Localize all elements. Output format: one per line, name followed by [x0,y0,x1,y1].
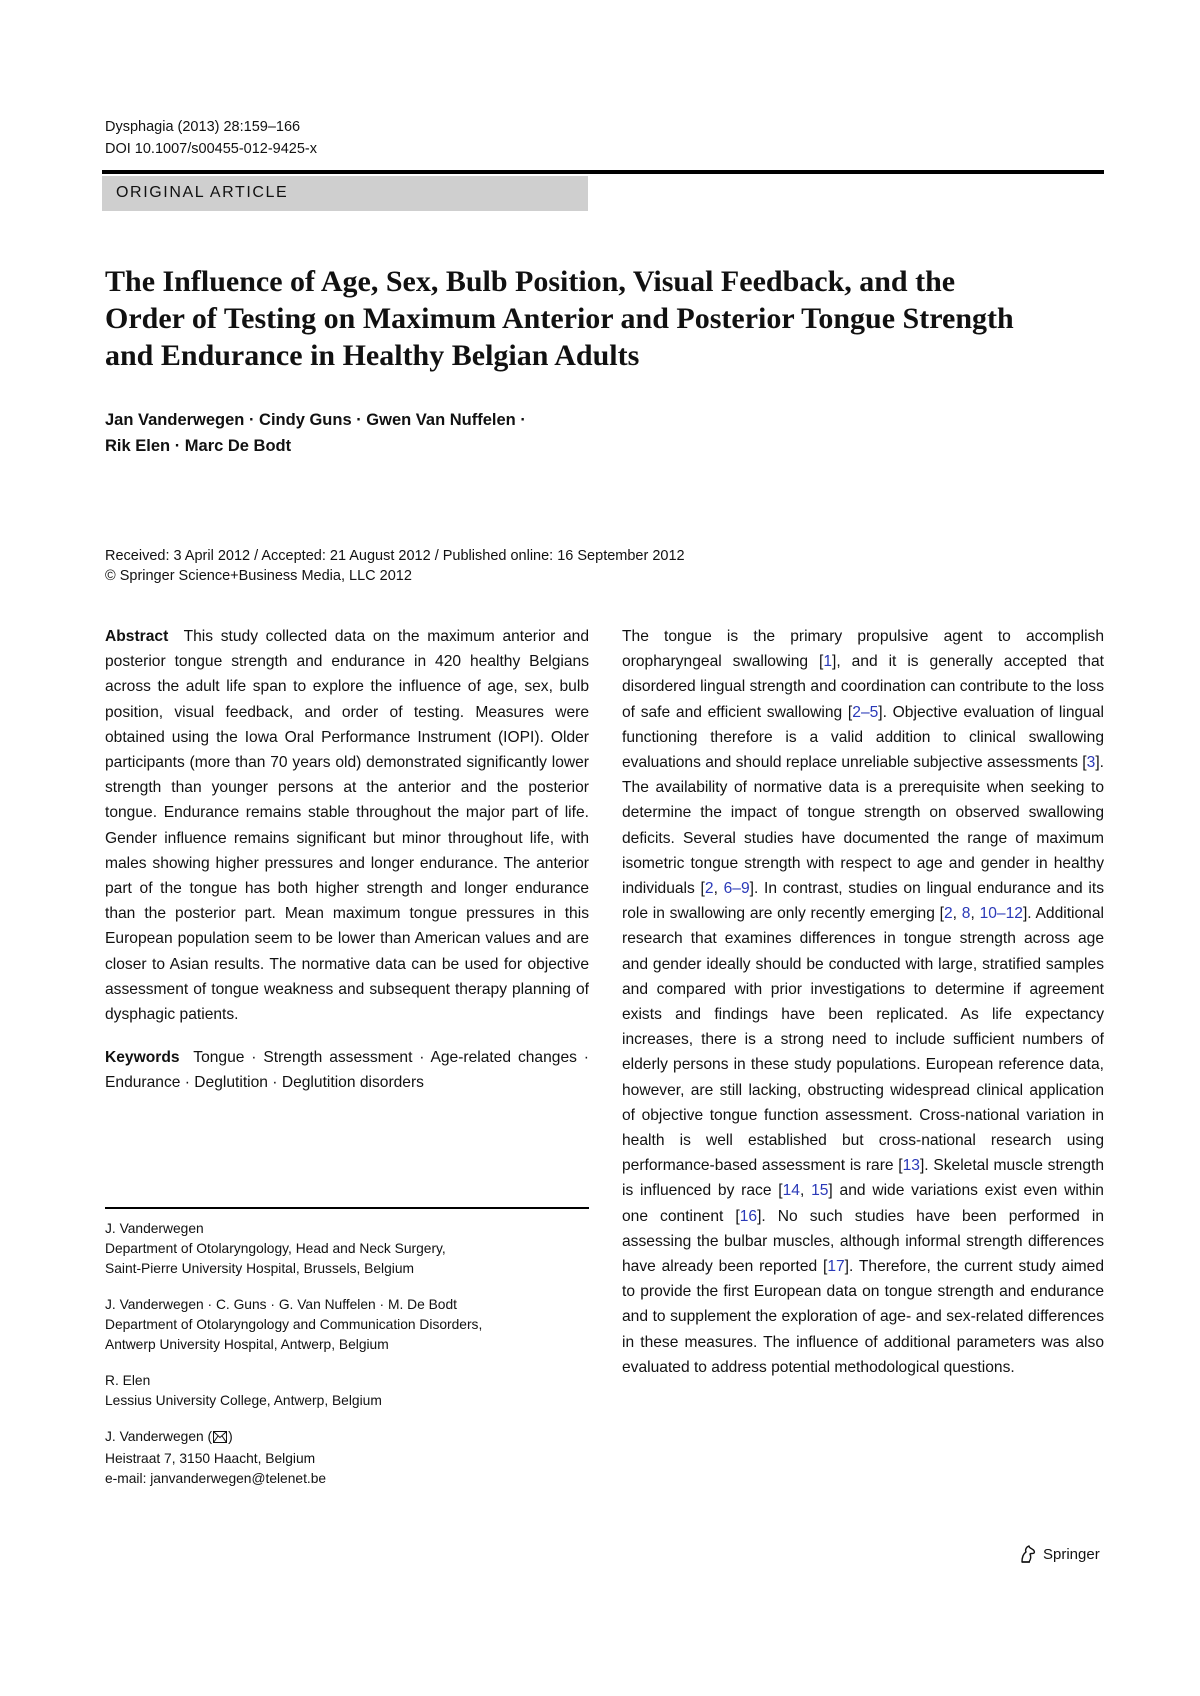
left-column [105,624,589,1096]
text-run: The tongue is the primary propulsive agent to accomplish oropharyngeal swallowing [ [622,628,1104,671]
citation-link[interactable]: 3 [1086,754,1096,772]
keywords-heading: Keywords [105,1049,180,1067]
text-run: ]. No such studies have been performed in assessing the bulbar muscles, although informal strength differences have already been reported [ [622,1207,1104,1276]
affiliation-name: R. Elen [105,1373,151,1388]
journal-info [105,116,317,160]
authors-line-1: Jan Vanderwegen · Cindy Guns · Gwen Van Nuffelen · [105,411,526,429]
corresponding-author-block [105,1427,589,1489]
keywords-text: Tongue · Strength assessment · Age-related changes · Endurance · Deglutition · Deglutition disorders [105,1049,589,1092]
citation-link[interactable]: 15 [811,1182,829,1200]
citation-link[interactable]: 6–9 [723,880,750,898]
text-run: , [970,905,980,923]
affiliation-line: Department of Otolaryngology, Head and Neck Surgery, [105,1241,446,1256]
abstract-text: This study collected data on the maximum anterior and posterior tongue strength and endurance in 420 healthy Belgians across the adult life span to explore the influence of age, sex, bulb position, visual feedback, and order of testing. Measures were obtained using the Iowa Oral Performance Instrument (IOPI). Older participants (more than 70 years old) demonstrated significantly lower strength than younger persons at the anterior and the posterior tongue. Endurance remains stable throughout the major part of life. Gender influence remains significant but minor throughout life, with males showing higher pressures and longer endurance. The anterior part of the tongue has both higher strength and longer endurance than the posterior part. Mean maximum tongue pressures in this European population seem to be lower than American values and are closer to Asian results. The normative data can be used for objective assessment of tongue weakness and subsequent therapy planning of dysphagic patients. [105,628,589,1024]
citation-link[interactable]: 13 [902,1157,920,1175]
citation-link[interactable]: 1 [823,653,833,671]
citation-link[interactable]: 14 [782,1182,800,1200]
right-column [622,624,1104,1380]
affiliation-name [105,1427,589,1449]
citation-link[interactable]: 2 [704,880,714,898]
text-run: ]. The availability of normative data is a prerequisite when seeking to determine the impact of tongue strength on observed swallowing deficits. Several studies have documented the range of maximum isometric tongue strength with respect to age and gender in healthy individuals [ [622,754,1104,898]
publisher-name: Springer [1043,1545,1100,1563]
affiliation-name: J. Vanderwegen · C. Guns · G. Van Nuffelen · M. De Bodt [105,1297,457,1312]
affiliation-line: Saint-Pierre University Hospital, Brussels, Belgium [105,1261,415,1276]
corresponding-name: J. Vanderwegen ( [105,1429,213,1444]
springer-horse-icon [1018,1544,1038,1564]
citation-link[interactable]: 17 [827,1258,845,1276]
text-run: ] and wide variations exist even within one continent [ [622,1182,1104,1225]
citation-link[interactable]: 2 [943,905,953,923]
affiliation-rule [105,1207,589,1209]
citation-link[interactable]: 10–12 [979,905,1023,923]
affiliation-line: Heistraat 7, 3150 Haacht, Belgium [105,1451,316,1466]
publisher-logo [1018,1544,1100,1564]
article-type: ORIGINAL ARTICLE [116,184,289,201]
text-run: , [952,905,962,923]
text-run: ]. In contrast, studies on lingual endurance and its role in swallowing are only recently emerging [ [622,880,1105,923]
header-rule [102,170,1104,174]
author-list [105,407,526,459]
affiliation-block [105,1219,589,1279]
affiliation-name: J. Vanderwegen [105,1221,204,1236]
publication-dates [105,546,685,586]
text-run: ]. Therefore, the current study aimed to provide the first European data on tongue strength and endurance and to supplement the exploration of age- and sex-related differences in these measures. The influence of additional parameters was also evaluated to address potential methodological questions. [622,1258,1104,1376]
introduction-paragraph [622,624,1104,1380]
dates-line: Received: 3 April 2012 / Accepted: 21 August 2012 / Published online: 16 September 2012 [105,548,685,564]
affiliation-line: Antwerp University Hospital, Antwerp, Belgium [105,1337,389,1352]
text-run: ]. Skeletal muscle strength is influenced by race [ [622,1157,1104,1200]
email-line[interactable]: e-mail: janvanderwegen@telenet.be [105,1471,327,1486]
text-run: ]. Objective evaluation of lingual functioning therefore is a valid addition to clinical swallowing evaluations and should replace unreliable subjective assessments [ [622,703,1104,772]
citation-link[interactable]: 16 [739,1207,758,1225]
keywords [105,1045,589,1095]
citation-link[interactable]: 8 [961,905,971,923]
abstract-heading: Abstract [105,628,169,645]
citation-link[interactable]: 2–5 [852,703,879,721]
text-run: ]. Additional research that examines differences in tongue strength across age and gender ideally should be conducted with large, stratified samples and compared with prior investigations to determine if agreement exists and findings have been replicated. As life expectancy increases, there is a strong need to include sufficient numbers of elderly persons in these study populations. European reference data, however, are still lacking, obstructing widespread clinical application of objective tongue function assessment. Cross-national variation in health is well established but cross-national research using performance-based assessment is rare [ [622,905,1104,1175]
article-type-banner [102,176,588,211]
doi: DOI 10.1007/s00455-012-9425-x [105,141,318,157]
copyright-line: © Springer Science+Business Media, LLC 2012 [105,568,412,584]
affiliation-block [105,1295,589,1355]
affiliation-line: Lessius University College, Antwerp, Belgium [105,1393,382,1408]
text-run: ], and it is generally accepted that disordered lingual strength and coordination can contribute to the loss of safe and efficient swallowing [ [622,653,1104,721]
corresponding-name-suffix: ) [228,1429,233,1444]
authors-line-2: Rik Elen · Marc De Bodt [105,437,292,455]
abstract [105,624,589,1027]
affiliations [105,1219,589,1505]
journal-citation: Dysphagia (2013) 28:159–166 [105,119,301,135]
affiliation-block [105,1371,589,1411]
envelope-icon [213,1429,227,1449]
text-run: , [799,1182,812,1200]
paper-title: The Influence of Age, Sex, Bulb Position, Visual Feedback, and the Order of Testing on Maximum Anterior and Posterior Tongue Strength and Endurance in Healthy Belgian Adults [105,265,1014,372]
affiliation-line: Department of Otolaryngology and Communication Disorders, [105,1317,483,1332]
text-run: , [713,880,724,898]
